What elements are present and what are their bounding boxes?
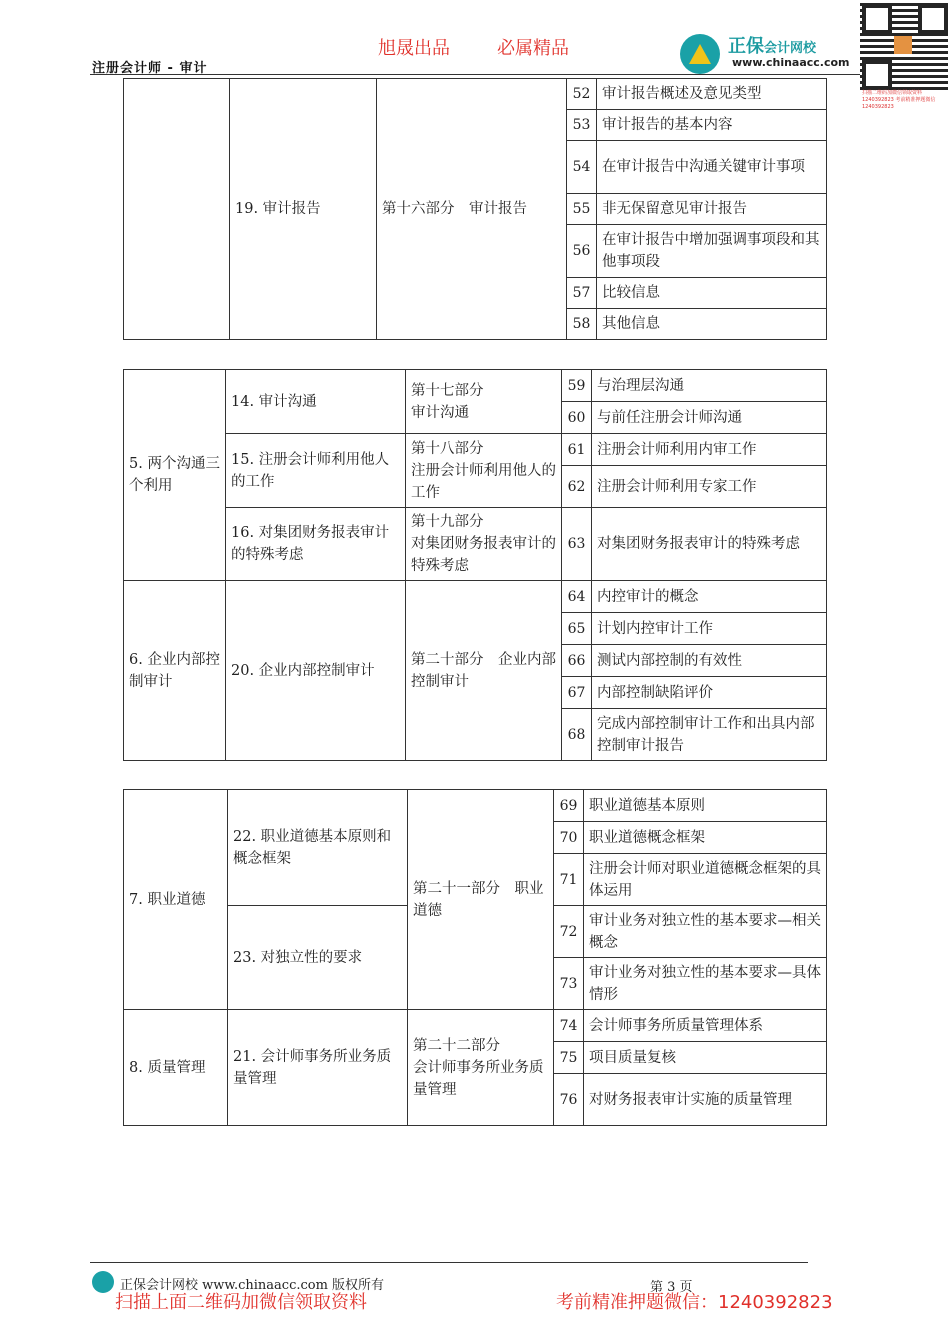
logo-emblem-icon <box>680 34 720 74</box>
part-cell: 第十六部分 审计报告 <box>377 79 567 340</box>
item-text: 注册会计师利用内审工作 <box>592 434 827 466</box>
item-number: 66 <box>562 645 592 677</box>
module-cell <box>124 79 230 340</box>
item-number: 74 <box>554 1010 584 1042</box>
item-text: 内部控制缺陷评价 <box>592 677 827 709</box>
table-audit-report <box>123 78 827 340</box>
part-cell: 第十八部分 注册会计师利用他人的工作 <box>406 434 562 508</box>
item-text: 在审计报告中增加强调事项段和其他事项段 <box>597 225 827 278</box>
part-cell: 第二十部分 企业内部控制审计 <box>406 581 562 761</box>
item-text: 对财务报表审计实施的质量管理 <box>584 1074 827 1126</box>
item-text: 测试内部控制的有效性 <box>592 645 827 677</box>
item-number: 76 <box>554 1074 584 1126</box>
part-cell: 第十七部分 审计沟通 <box>406 370 562 434</box>
footer-copyright: 正保会计网校 www.chinaacc.com 版权所有 <box>120 1278 385 1293</box>
module-cell: 6. 企业内部控制审计 <box>124 581 226 761</box>
part-cell: 第十九部分 对集团财务报表审计的特殊考虑 <box>406 508 562 581</box>
item-number: 61 <box>562 434 592 466</box>
item-number: 58 <box>567 309 597 340</box>
item-text: 计划内控审计工作 <box>592 613 827 645</box>
chapter-cell: 19. 审计报告 <box>230 79 377 340</box>
item-number: 64 <box>562 581 592 613</box>
item-text: 会计师事务所质量管理体系 <box>584 1010 827 1042</box>
item-number: 69 <box>554 790 584 822</box>
module-cell: 7. 职业道德 <box>124 790 228 1010</box>
footer-promo-left: 扫描上面二维码加微信领取资料 <box>115 1292 367 1313</box>
footer-logo-icon <box>92 1271 114 1293</box>
item-text: 职业道德概念框架 <box>584 822 827 854</box>
item-text: 注册会计师对职业道德概念框架的具体运用 <box>584 854 827 906</box>
item-text: 审计业务对独立性的基本要求—具体情形 <box>584 958 827 1010</box>
item-number: 65 <box>562 613 592 645</box>
chapter-cell: 14. 审计沟通 <box>226 370 406 434</box>
item-number: 71 <box>554 854 584 906</box>
chapter-cell: 16. 对集团财务报表审计的特殊考虑 <box>226 508 406 581</box>
item-number: 75 <box>554 1042 584 1074</box>
item-number: 54 <box>567 141 597 194</box>
item-text: 对集团财务报表审计的特殊考虑 <box>592 508 827 581</box>
item-number: 55 <box>567 194 597 225</box>
logo-name: 正保会计网校 <box>728 36 817 57</box>
item-number: 68 <box>562 709 592 761</box>
chapter-cell: 20. 企业内部控制审计 <box>226 581 406 761</box>
item-number: 70 <box>554 822 584 854</box>
item-text: 与治理层沟通 <box>592 370 827 402</box>
header-slogan-2: 必属精品 <box>497 38 569 59</box>
table-communication-internal-control <box>123 369 827 761</box>
qr-code-icon <box>860 2 948 90</box>
item-text: 审计报告的基本内容 <box>597 110 827 141</box>
item-text: 职业道德基本原则 <box>584 790 827 822</box>
item-number: 52 <box>567 79 597 110</box>
part-cell: 第二十一部分 职业道德 <box>408 790 554 1010</box>
table-ethics-quality <box>123 789 827 1126</box>
module-cell: 8. 质量管理 <box>124 1010 228 1126</box>
item-text: 完成内部控制审计工作和出具内部控制审计报告 <box>592 709 827 761</box>
chapter-cell: 21. 会计师事务所业务质量管理 <box>228 1010 408 1126</box>
item-text: 在审计报告中沟通关键审计事项 <box>597 141 827 194</box>
header-subject: 注册会计师 - 审计 <box>92 61 208 76</box>
footer-promo-right: 考前精准押题微信：1240392823 <box>556 1292 833 1313</box>
logo-url: www.chinaacc.com <box>732 56 850 69</box>
item-number: 73 <box>554 958 584 1010</box>
header-slogan-1: 旭晟出品 <box>378 38 450 59</box>
item-text: 与前任注册会计师沟通 <box>592 402 827 434</box>
module-cell: 5. 两个沟通三个利用 <box>124 370 226 581</box>
page-number: 第 3 页 <box>650 1280 693 1295</box>
chapter-cell: 22. 职业道德基本原则和概念框架 <box>228 790 408 906</box>
item-number: 56 <box>567 225 597 278</box>
item-number: 62 <box>562 466 592 508</box>
item-text: 内控审计的概念 <box>592 581 827 613</box>
qr-note: 扫描二维码加微信领取资料 1240392823 考前精准押题微信 1240392823 <box>862 90 936 110</box>
item-number: 67 <box>562 677 592 709</box>
item-text: 其他信息 <box>597 309 827 340</box>
part-cell: 第二十二部分 会计师事务所业务质量管理 <box>408 1010 554 1126</box>
item-text: 审计报告概述及意见类型 <box>597 79 827 110</box>
item-number: 60 <box>562 402 592 434</box>
item-number: 53 <box>567 110 597 141</box>
chinaacc-logo <box>680 32 860 76</box>
item-text: 注册会计师利用专家工作 <box>592 466 827 508</box>
item-number: 72 <box>554 906 584 958</box>
item-text: 审计业务对独立性的基本要求—相关概念 <box>584 906 827 958</box>
footer-divider <box>90 1262 808 1263</box>
chapter-cell: 15. 注册会计师利用他人的工作 <box>226 434 406 508</box>
chapter-cell: 23. 对独立性的要求 <box>228 906 408 1010</box>
item-text: 项目质量复核 <box>584 1042 827 1074</box>
item-text: 非无保留意见审计报告 <box>597 194 827 225</box>
item-number: 63 <box>562 508 592 581</box>
item-number: 59 <box>562 370 592 402</box>
item-text: 比较信息 <box>597 278 827 309</box>
item-number: 57 <box>567 278 597 309</box>
